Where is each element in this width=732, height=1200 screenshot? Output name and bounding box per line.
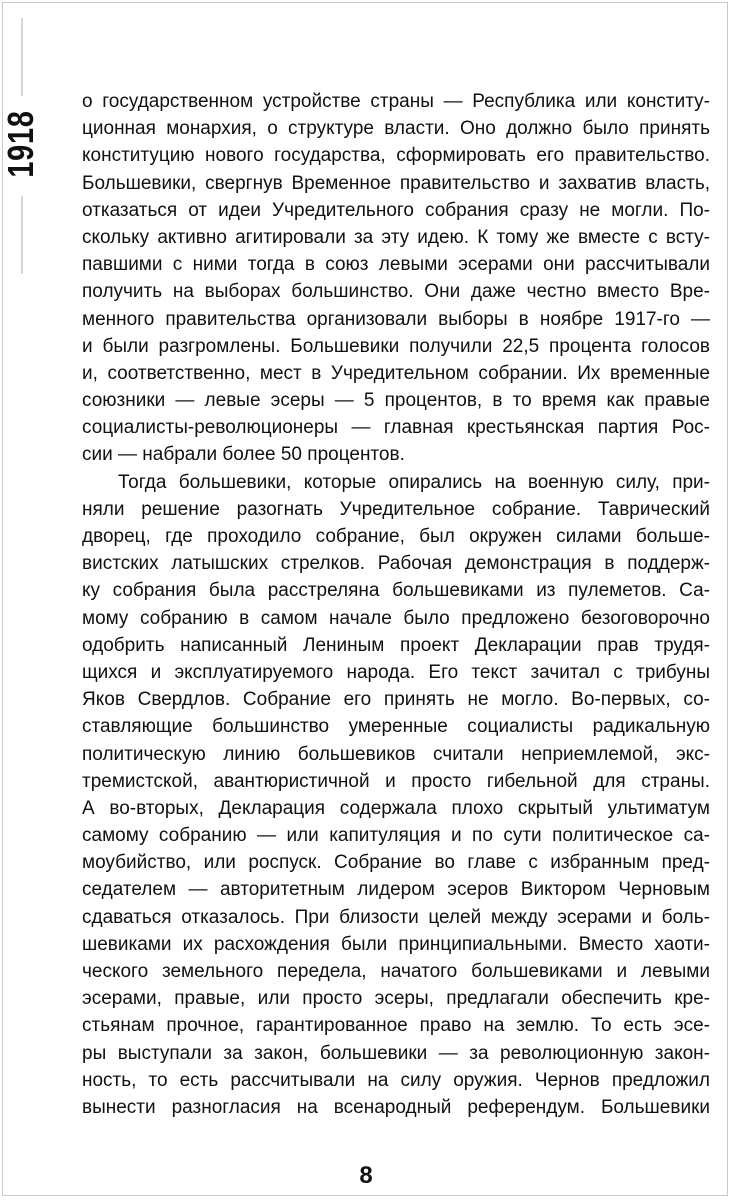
text-line: ры выступали за закон, большевики — за революционную закон- bbox=[82, 1042, 710, 1064]
text-line: тремистской, авантюристичной и просто гибельной для страны. bbox=[82, 770, 710, 792]
text-line: вистских латышских стрелков. Рабочая демонстрация в поддерж- bbox=[82, 553, 710, 575]
text-line: павшими с ними тогда в союз левыми эсерами они рассчитывали bbox=[82, 254, 710, 276]
running-header-year bbox=[0, 102, 41, 186]
text-line: Яков Свердлов. Собрание его принять не могло. Во-первых, со- bbox=[82, 689, 710, 711]
text-line: седателем — авторитетным лидером эсеров Виктором Черновым bbox=[82, 879, 710, 901]
text-line: А во-вторых, Декларация содержала плохо скрытый ультиматум bbox=[82, 797, 710, 819]
paragraph bbox=[82, 88, 710, 469]
text-line: ческого земельного передела, начатого большевиками и левыми bbox=[82, 961, 710, 982]
text-line: политическую линию большевиков считали неприемлемой, экс- bbox=[82, 743, 710, 765]
text-line: и были разгромлены. Большевики получили 22,5 процента голосов bbox=[82, 335, 710, 357]
text-line: эсерами, правые, или просто эсеры, предлагали обеспечить кре- bbox=[82, 988, 710, 1010]
text-line: дворец, где проходило собрание, был окружен силами больше- bbox=[82, 526, 710, 547]
text-line: Тогда большевики, которые опирались на военную силу, при- bbox=[118, 471, 710, 493]
page-number: 8 bbox=[359, 1162, 373, 1189]
text-line: сдаваться отказалось. При близости целей между эсерами и боль- bbox=[82, 906, 710, 928]
text-line: самому собранию — или капитуляция и по сути политическое са- bbox=[82, 825, 710, 847]
text-line: моубийство, или роспуск. Собрание во главе с избранным пред- bbox=[82, 852, 710, 874]
text-line: одобрить написанный Лениным проект Декларации прав трудя- bbox=[82, 634, 710, 656]
text-line: вынести разногласия на всенародный референдум. Большевики bbox=[82, 1096, 710, 1118]
text-line: ку собрания была расстреляна большевиками из пулеметов. Са- bbox=[82, 580, 710, 602]
text-line: социалисты-революционеры — главная крестьянская партия Рос- bbox=[82, 417, 710, 439]
text-line: Большевики, свергнув Временное правительство и захватив власть, bbox=[82, 172, 710, 194]
text-line: конституцию нового государства, сформировать его правительство. bbox=[82, 145, 710, 167]
running-header-year-text: 1918 bbox=[0, 110, 41, 178]
text-line: стьянам прочное, гарантированное право на землю. То есть эсе- bbox=[82, 1015, 710, 1037]
text-line: щихся и эксплуатируемого народа. Его текст зачитал с трибуны bbox=[82, 661, 710, 683]
text-line: ционная монархия, о структуре власти. Оно должно было принять bbox=[82, 118, 710, 140]
text-line: о государственном устройстве страны — Республика или конститу- bbox=[82, 91, 710, 112]
text-line: шевиками их расхождения были принципиальными. Вместо хаоти- bbox=[82, 933, 710, 955]
text-line: и, соответственно, мест в Учредительном собрании. Их временные bbox=[82, 362, 710, 384]
text-line: отказаться от идеи Учредительного собрания сразу не могли. По- bbox=[82, 199, 710, 221]
text-line: союзники — левые эсеры — 5 процентов, в то время как правые bbox=[82, 390, 710, 412]
body-text bbox=[82, 88, 710, 1121]
text-line: получить на выборах большинство. Они даже честно вместо Вре- bbox=[82, 281, 710, 303]
text-line: скольку активно агитировали за эту идею. К тому же вместе с всту- bbox=[82, 226, 710, 248]
text-line: ставляющие большинство умеренные социалисты радикальную bbox=[82, 716, 710, 738]
text-line: няли решение разогнать Учредительное собрание. Таврический bbox=[82, 498, 710, 520]
text-line: менного правительства организовали выборы в ноябре 1917-го — bbox=[82, 308, 710, 330]
text-line: мому собранию в самом начале было предложено безоговорочно bbox=[82, 607, 710, 629]
side-rail-top bbox=[21, 18, 23, 96]
text-line: сии — набрали более 50 процентов. bbox=[82, 444, 405, 466]
paragraph bbox=[82, 469, 710, 1122]
text-line: ность, то есть рассчитывали на силу оружия. Чернов предложил bbox=[82, 1069, 710, 1091]
side-rail-bottom bbox=[21, 196, 23, 274]
